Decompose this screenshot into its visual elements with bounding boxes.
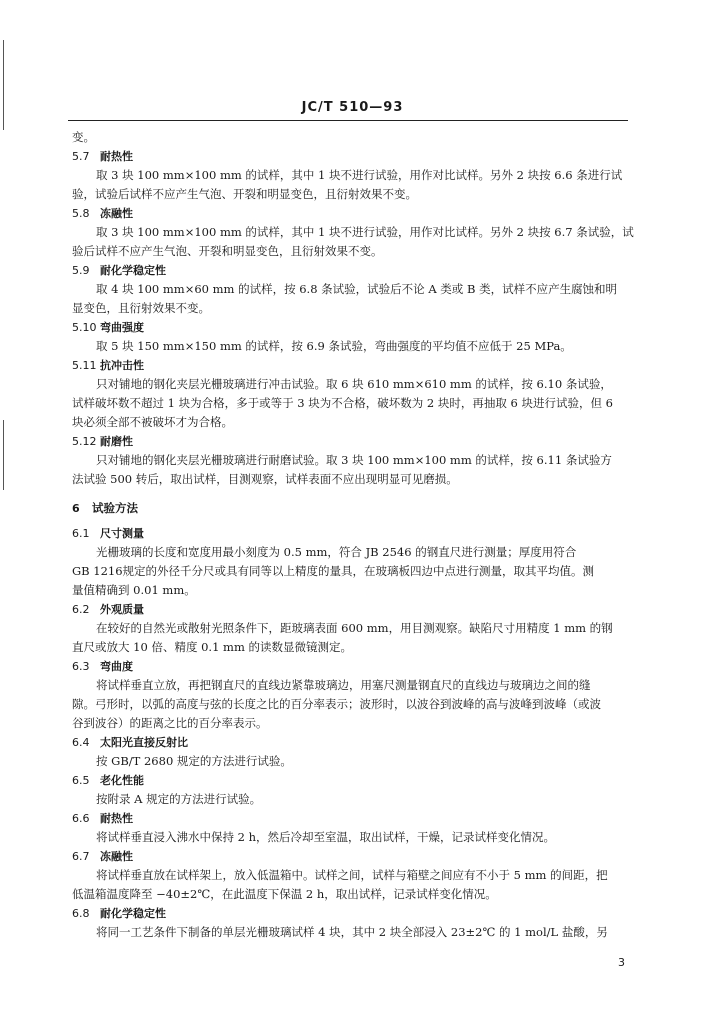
paragraph-line: 隙。弓形时，以弧的高度与弦的长度之比的百分率表示；波形时，以波谷到波峰的高与波峰到波峰（或波 [72,697,601,711]
page-header: JC/T 510—93 [301,100,404,115]
section-heading [72,771,634,790]
section-title: 抗冲击性 [100,359,144,372]
section-number: 5.11 [72,359,97,372]
document-body [72,128,634,942]
paragraph-line: 将试样垂直放在试样架上，放入低温箱中。试样之间，试样与箱壁之间应有不小于 5 mm 的间距，把 [96,868,608,882]
paragraph-line: 取 5 块 150 mm×150 mm 的试样，按 6.9 条试验，弯曲强度的平均值不应低于 25 MPa。 [96,339,572,353]
scan-edge-mark [3,420,4,490]
section-number: 5.10 [72,321,97,334]
section-number: 6.8 [72,907,90,920]
section-title: 外观质量 [100,603,144,616]
paragraph-line: 按附录 A 规定的方法进行试验。 [96,792,262,806]
section-heading [72,733,634,752]
section-title: 耐热性 [100,150,133,163]
paragraph-line: 显变色，且衍射效果不变。 [72,301,210,315]
scan-edge-mark [3,40,4,130]
section-title: 老化性能 [100,774,144,787]
section-number: 6.2 [72,603,90,616]
paragraph-line: 取 4 块 100 mm×60 mm 的试样，按 6.8 条试验，试验后不论 A 类或 B 类，试样不应产生腐蚀和明 [96,282,618,296]
page-number: 3 [618,956,625,969]
section-title: 弯曲度 [100,660,133,673]
section-heading [72,261,634,280]
section-number: 5.12 [72,435,97,448]
section-heading [72,657,634,676]
section-heading [72,847,634,866]
leading-text: 变。 [72,130,95,144]
section-heading [72,600,634,619]
paragraph-line: 取 3 块 100 mm×100 mm 的试样，其中 1 块不进行试验，用作对比试样。另外 2 块按 6.7 条试验，试 [96,225,634,239]
section-number: 6.1 [72,527,90,540]
paragraph-line: 将试样垂直立放，再把钢直尺的直线边紧靠玻璃边，用塞尺测量钢直尺的直线边与玻璃边之间的缝 [96,678,591,692]
chapter-number: 6 [72,502,80,515]
paragraph-line: 验，试验后试样不应产生气泡、开裂和明显变色，且衍射效果不变。 [72,187,417,201]
chapter-heading [72,499,634,518]
section-title: 太阳光直接反射比 [100,736,188,749]
section-title: 弯曲强度 [100,321,144,334]
paragraph-line: GB 1216规定的外径千分尺或具有同等以上精度的量具，在玻璃板四边中点进行测量，取其平均值。测 [72,564,595,578]
section-number: 6.3 [72,660,90,673]
paragraph-line: 光栅玻璃的长度和宽度用最小刻度为 0.5 mm，符合 JB 2546 的钢直尺进行测量；厚度用符合 [96,545,577,559]
section-title: 耐化学稳定性 [100,907,166,920]
section-number: 6.4 [72,736,90,749]
paragraph-line: 在较好的自然光或散射光照条件下，距玻璃表面 600 mm，用目测观察。缺陷尺寸用精度 1 mm 的钢 [96,621,613,635]
paragraph-line: 将同一工艺条件下制备的单层光栅玻璃试样 4 块，其中 2 块全部浸入 23±2℃ 的 1 mol/L 盐酸，另 [96,925,608,939]
section-title: 耐热性 [100,812,133,825]
paragraph-line: 低温箱温度降至 −40±2℃，在此温度下保温 2 h，取出试样，记录试样变化情况。 [72,887,497,901]
section-heading [72,318,634,337]
paragraph-line: 只对铺地的钢化夹层光栅玻璃进行耐磨试验。取 3 块 100 mm×100 mm 的试样，按 6.11 条试验方 [96,453,612,467]
section-number: 6.5 [72,774,90,787]
paragraph-line: 按 GB/T 2680 规定的方法进行试验。 [96,754,292,768]
section-number: 5.9 [72,264,90,277]
section-heading [72,356,634,375]
paragraph-line: 谷到波谷）的距离之比的百分率表示。 [72,716,268,730]
paragraph-line: 量值精确到 0.01 mm。 [72,583,196,597]
section-title: 耐磨性 [100,435,133,448]
section-number: 6.6 [72,812,90,825]
section-heading [72,432,634,451]
header-rule [68,120,628,121]
section-title: 冻融性 [100,207,133,220]
paragraph-line: 法试验 500 转后，取出试样，目测观察，试样表面不应出现明显可见磨损。 [72,472,458,486]
section-number: 5.7 [72,150,90,163]
section-heading [72,147,634,166]
section-heading [72,904,634,923]
chapter-title: 试验方法 [92,501,138,515]
section-heading [72,524,634,543]
paragraph-line: 块必须全部不被破坏才为合格。 [72,415,233,429]
section-number: 5.8 [72,207,90,220]
section-heading [72,204,634,223]
section-number: 6.7 [72,850,90,863]
paragraph-line: 只对铺地的钢化夹层光栅玻璃进行冲击试验。取 6 块 610 mm×610 mm 的试样，按 6.10 条试验， [96,377,612,391]
section-title: 尺寸测量 [100,527,144,540]
paragraph-line: 将试样垂直浸入沸水中保持 2 h，然后冷却至室温，取出试样，干燥，记录试样变化情况。 [96,830,556,844]
paragraph-line: 直尺或放大 10 倍、精度 0.1 mm 的读数显微镜测定。 [72,640,353,654]
section-heading [72,809,634,828]
section-title: 冻融性 [100,850,133,863]
paragraph-line: 验后试样不应产生气泡、开裂和明显变色，且衍射效果不变。 [72,244,383,258]
paragraph-line: 试样破坏数不超过 1 块为合格，多于或等于 3 块为不合格，破坏数为 2 块时，再抽取 6 块进行试验，但 6 [72,396,613,410]
paragraph-line: 取 3 块 100 mm×100 mm 的试样，其中 1 块不进行试验，用作对比试样。另外 2 块按 6.6 条进行试 [96,168,623,182]
section-title: 耐化学稳定性 [100,264,166,277]
